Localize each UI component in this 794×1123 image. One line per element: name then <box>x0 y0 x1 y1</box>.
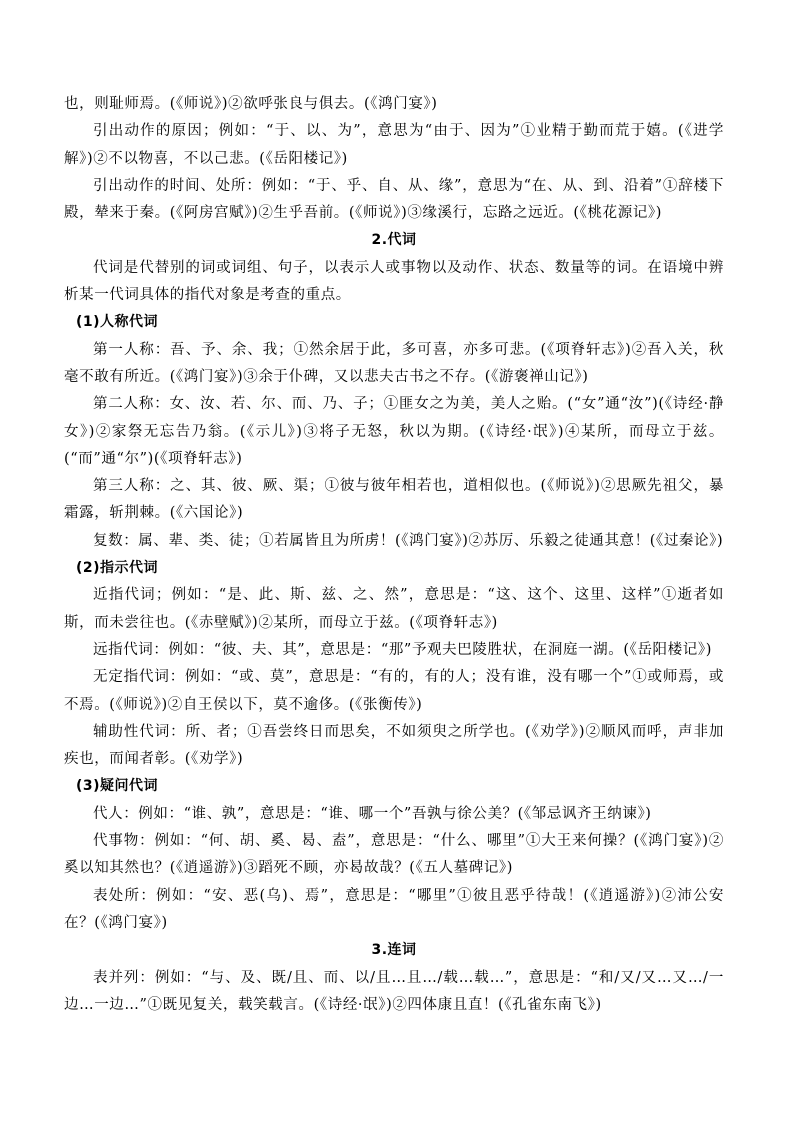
paragraph-interrogative-person: 代人：例如：“谁、孰”，意思是：“谁、哪一个”吾孰与徐公美？(《邹忌讽齐王纳谏》) <box>93 805 652 822</box>
paragraph-coordinate: 表并列：例如：“与、及、既/且、而、以/且…且…/载…载…”，意思是：“和/又/又…又…/一边…一边…”①既见复关，载笑载言。(《诗经·氓》)②四体康且直！(《孔雀东南飞》) <box>64 969 724 1013</box>
paragraph-pronoun-intro: 代词是代替别的词或词组、句子，以表示人或事物以及动作、状态、数量等的词。在语境中辨析某一代词具体的指代对象是考查的重点。 <box>64 259 724 304</box>
paragraph-interrogative-thing: 代事物：例如：“何、胡、奚、曷、盍”，意思是：“什么、哪里”①大王来何操？(《鸿门宴》)②奚以知其然也？(《逍遥游》)③蹈死不顾，亦曷故哉？(《五人墓碑记》) <box>64 833 724 877</box>
paragraph-distal: 远指代词：例如：“彼、夫、其”，意思是：“那”予观夫巴陵胜状，在洞庭一湖。(《岳阳楼记》) <box>93 641 712 658</box>
paragraph-reason: 引出动作的原因；例如：“于、以、为”，意思为“由于、因为”①业精于勤而荒于嬉。(《进学解》)②不以物喜，不以己悲。(《岳阳楼记》) <box>64 123 724 167</box>
paragraph-proximal: 近指代词；例如：“是、此、斯、兹、之、然”，意思是：“这、这个、这里、这样”①逝者如斯，而未尝往也。(《赤壁赋》)②某所，而母立于兹。(《项脊轩志》) <box>64 587 724 631</box>
paragraph-continuation: 也，则耻师焉。(《师说》)②欲呼张良与俱去。(《鸿门宴》) <box>64 96 438 112</box>
section-heading-pronouns: 2.代词 <box>371 232 417 249</box>
paragraph-third-person: 第三人称：之、其、彼、厥、渠；①彼与彼年相若也，道相似也。(《师说》)②思厥先祖父，暴霜露，斩荆棘。(《六国论》) <box>64 478 724 522</box>
paragraph-first-person: 第一人称：吾、予、余、我；①然余居于此，多可喜，亦多可悲。(《项脊轩志》)②吾入关，秋毫不敢有所近。(《鸿门宴》)③余于仆碑，又以悲夫古书之不存。(《游褒禅山记》) <box>64 341 724 385</box>
paragraph-auxiliary: 辅助性代词：所、者；①吾尝终日而思矣，不如须臾之所学也。(《劝学》)②顺风而呼，声非加疾也，而闻者彰。(《劝学》) <box>64 723 724 768</box>
section-heading-conjunctions: 3.连词 <box>371 942 417 959</box>
paragraph-time-place: 引出动作的时间、处所：例如：“于、乎、自、从、缘”，意思为“在、从、到、沿着”①辞楼下殿，辇来于秦。(《阿房宫赋》)②生乎吾前。(《师说》)③缘溪行，忘路之远近。(《桃花源记》) <box>64 177 724 222</box>
paragraph-interrogative-place: 表处所：例如：“安、恶(乌)、焉”，意思是：“哪里”①彼且恶乎待哉！(《逍遥游》)②沛公安在？(《鸿门宴》) <box>64 887 724 931</box>
paragraph-plural: 复数：属、辈、类、徒；①若属皆且为所虏！(《鸿门宴》)②苏厉、乐毅之徒通其意！(《过秦论》) <box>93 532 724 549</box>
paragraph-indefinite: 无定指代词：例如：“或、莫”，意思是：“有的，有的人；没有谁，没有哪一个”①或师焉，或不焉。(《师说》)②自王侯以下，莫不逾侈。(《张衡传》) <box>64 669 724 713</box>
paragraph-second-person: 第二人称：女、汝、若、尔、而、乃、子；①匪女之为美，美人之贻。(“女”通“汝”)(《诗经·静女》)②家祭无忘告乃翁。(《示儿》)③将子无怒，秋以为期。(《诗经·氓》)④某所，而母立于兹。(“而”通“尔”)(《项脊轩志》) <box>64 396 724 467</box>
document-body <box>64 91 724 1019</box>
subheading-personal-pronouns: (1)人称代词 <box>76 314 159 331</box>
subheading-demonstrative-pronouns: (2)指示代词 <box>76 560 159 577</box>
subheading-interrogative-pronouns: (3)疑问代词 <box>76 778 159 795</box>
